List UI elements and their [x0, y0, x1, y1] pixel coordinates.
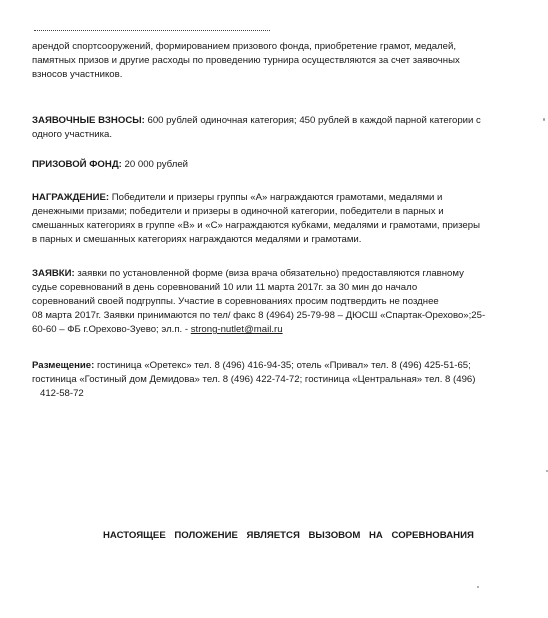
applications-text-3: соревнований своей подгруппы. Участие в соревнованиях просим подтвердить не позднее — [32, 296, 439, 307]
fees-label: ЗАЯВОЧНЫЕ ВЗНОСЫ: — [32, 115, 145, 126]
lodging-label: Размещение: — [32, 360, 95, 371]
email-link[interactable]: strong-nutlet@mail.ru — [190, 324, 283, 335]
lodging-text-2: гостиница «Гостиный дом Демидова» тел. 8 (496) 422-74-72; гостиница «Центральная» тел. 8 (496) — [32, 374, 476, 385]
awards-text-4: в парных и смешанных категориях награждаются медалями и грамотами. — [32, 234, 362, 245]
applications-paragraph — [32, 267, 516, 337]
awards-text-1: Победители и призеры группы «А» награждаются грамотами, медалями и — [109, 192, 443, 203]
fees-text-2: одного участника. — [32, 129, 113, 140]
lodging-text-3: 412-58-72 — [40, 388, 84, 399]
prize-label: ПРИЗОВОЙ ФОНД: — [32, 159, 122, 170]
scan-speck — [543, 118, 545, 121]
fees-text-1: 600 рублей одиночная категория; 450 рублей в каждой парной категории с — [144, 115, 481, 126]
scan-speck — [477, 586, 479, 588]
prize-text: 20 000 рублей — [121, 159, 189, 170]
lodging-text-1: гостиница «Оретекс» тел. 8 (496) 416-94-35; отель «Привал» тел. 8 (496) 425-51-65; — [94, 360, 471, 371]
intro-paragraph — [32, 40, 516, 82]
intro-line-3: взносов участников. — [32, 69, 123, 80]
applications-text-4: 08 марта 2017г. Заявки принимаются по тел/ факс 8 (4964) 25-79-98 – ДЮСШ «Спартак-Орехово»;25- — [32, 310, 486, 321]
fees-paragraph — [32, 114, 516, 142]
awards-text-2: денежными призами; победители и призеры в одиночной категории, победители в парных и — [32, 206, 444, 217]
dotted-separator — [34, 30, 270, 31]
applications-text-2: судье соревнований в день соревнований 10 или 11 марта 2017г. за 30 мин до начало — [32, 282, 418, 293]
applications-label: ЗАЯВКИ: — [32, 268, 75, 279]
footer-statement: НАСТОЯЩЕЕ ПОЛОЖЕНИЕ ЯВЛЯЕТСЯ ВЫЗОВОМ НА СОРЕВНОВАНИЯ — [103, 530, 474, 541]
prize-paragraph — [32, 158, 516, 172]
awards-paragraph — [32, 191, 516, 247]
lodging-paragraph — [32, 359, 516, 401]
intro-line-1: арендой спортсооружений, формированием призового фонда, приобретение грамот, медалей, — [32, 41, 457, 52]
awards-label: НАГРАЖДЕНИЕ: — [32, 192, 110, 203]
applications-text-5: 60-60 – ФБ г.Орехово-Зуево; эл.п. - — [32, 324, 191, 335]
intro-line-2: памятных призов и другие расходы по проведению турнира осуществляются за счет заявочных — [32, 55, 460, 66]
applications-text-1: заявки по установленной форме (виза врача обязательно) предоставляются главному — [74, 268, 464, 279]
awards-text-3: смешанных категориях в группе «В» и «С» награждаются кубками, медалями и грамотами, призеры — [32, 220, 481, 231]
